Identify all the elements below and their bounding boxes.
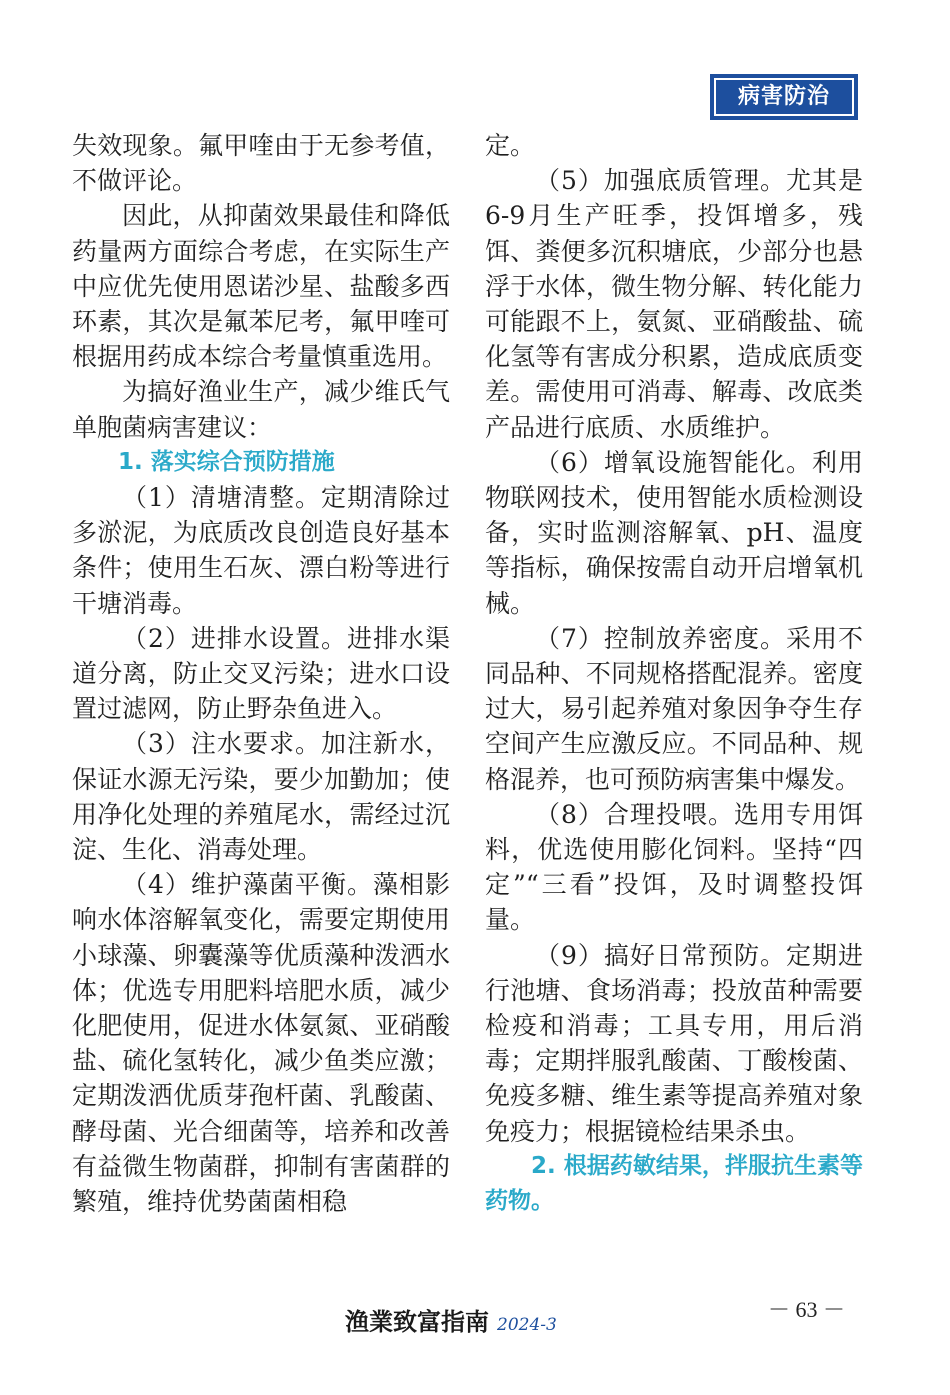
list-item: （5）加强底质管理。尤其是6-9月生产旺季，投饵增多，残饵、粪便多沉积塘底，少部分也悬浮于水体，微生物分解、转化能力可能跟不上，氨氮、亚硝酸盐、硫化氢等有害成分积累，造成底质变差。需使用可消毒、解毒、改底类产品进行底质、水质维护。 (485, 166, 863, 442)
list-item: （4）维护藻菌平衡。藻相影响水体溶解氧变化，需要定期使用小球藻、卵囊藻等优质藻种泼洒水体；优选专用肥料培肥水质，减少化肥使用，促进水体氨氮、亚硝酸盐、硫化氢转化，减少鱼类应激；定期泼洒优质芽孢杆菌、乳酸菌、酵母菌、光合细菌等，培养和改善有益微生物菌群，抑制有害菌群的繁殖，维持优势菌菌相稳 (72, 870, 450, 1217)
left-column (72, 128, 450, 1219)
list-item: （1）清塘清整。定期清除过多淤泥，为底质改良创造良好基本条件；使用生石灰、漂白粉等进行干塘消毒。 (72, 483, 450, 618)
list-item: （9）搞好日常预防。定期进行池塘、食场消毒；投放苗种需要检疫和消毒；工具专用，用后消毒；定期拌服乳酸菌、丁酸梭菌、免疫多糖、维生素等提高养殖对象免疫力；根据镜检结果杀虫。 (485, 940, 863, 1146)
journal-name: 渔業致富指南 (345, 1307, 489, 1336)
paragraph: 失效现象。氟甲喹由于无参考值，不做评论。 (72, 131, 450, 196)
list-item: （6）增氧设施智能化。利用物联网技术，使用智能水质检测设备，实时监测溶解氧、pH、温度等指标，确保按需自动开启增氧机械。 (485, 447, 863, 618)
issue-number: 2024-3 (497, 1315, 557, 1335)
paragraph: 因此，从抑菌效果最佳和降低药量两方面综合考虑，在实际生产中应优先使用恩诺沙星、盐酸多西环素，其次是氟苯尼考，氟甲喹可根据用药成本综合考量慎重选用。 (72, 201, 450, 372)
section-tag-label: 病害防治 (714, 78, 854, 116)
page-number: － 63 － (768, 1297, 846, 1322)
section-heading: 2. 根据药敏结果，拌服抗生素等药物。 (485, 1152, 863, 1215)
paragraph: 定。 (485, 131, 536, 160)
list-item: （3）注水要求。加注新水，保证水源无污染，要少加勤加；使用净化处理的养殖尾水，需经过沉淀、生化、消毒处理。 (72, 729, 450, 865)
list-item: （2）进排水设置。进排水渠道分离，防止交叉污染；进水口设置过滤网，防止野杂鱼进入。 (72, 623, 450, 724)
journal-title (345, 1302, 557, 1337)
right-column (485, 128, 863, 1219)
section-tag (710, 74, 858, 120)
paragraph: 为搞好渔业生产，减少维氏气单胞菌病害建议： (72, 377, 450, 442)
list-item: （8）合理投喂。选用专用饵料，优选使用膨化饲料。坚持“四定”“三看”投饵，及时调整投饵量。 (485, 799, 863, 935)
section-heading: 1. 落实综合预防措施 (118, 448, 335, 475)
list-item: （7）控制放养密度。采用不同品种、不同规格搭配混养。密度过大，易引起养殖对象因争夺生存空间产生应激反应。不同品种、规格混养，也可预防病害集中爆发。 (485, 623, 863, 794)
